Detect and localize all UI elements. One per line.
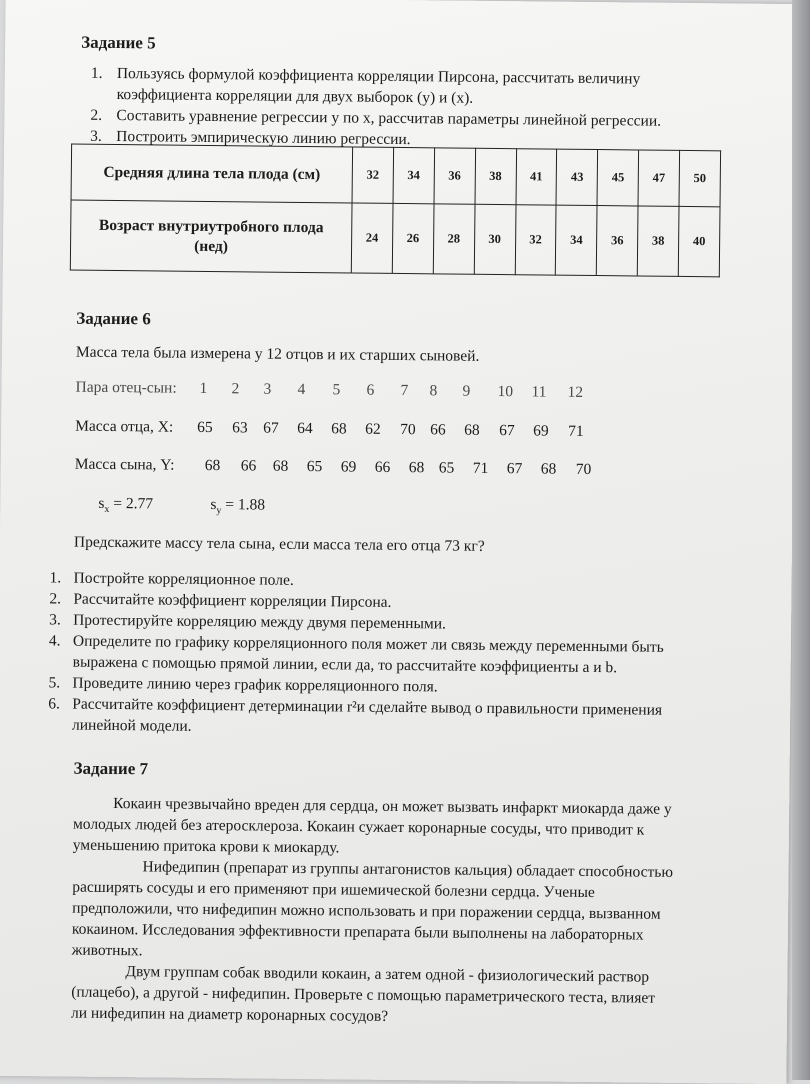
paragraph-line: кокаином. Исследования эффективности препарата были выполнены на лабораторных (71, 920, 644, 944)
item-text: Построить эмпирическую линию регрессии. (116, 128, 411, 149)
table-cell: 45 (597, 150, 638, 206)
son-value: 71 (472, 459, 489, 477)
son-value: 68 (408, 459, 425, 477)
son-label: Масса сына, Y: (74, 455, 175, 474)
son-value: 68 (540, 460, 557, 478)
row-label (70, 200, 352, 273)
sx-number: = 2.77 (113, 494, 154, 513)
item-number: 1. (90, 64, 103, 82)
son-value: 66 (374, 458, 391, 476)
item-number: 2. (90, 106, 103, 124)
paragraph-line: расширять сосуды и его применяют при ишемической болезни сердца. Ученые (72, 878, 595, 902)
father-value: 63 (232, 419, 248, 437)
father-value: 71 (568, 422, 584, 440)
table-cell: 34 (393, 147, 434, 203)
item-text: Проведите линию через график корреляционного поля. (72, 674, 438, 696)
son-value: 70 (575, 460, 592, 478)
table-cell: 41 (516, 149, 557, 205)
task7-title: Задание 7 (73, 758, 149, 779)
item-number: 6. (48, 695, 60, 713)
item-text: Определите по графику корреляционного поля может ли связь между переменными быть (72, 632, 664, 656)
table-cell: 36 (597, 206, 639, 276)
row-label: Средняя длина тела плода (см) (71, 144, 353, 203)
item-text: выражена с помощью прямой линии, если да, то рассчитайте коэффициенты a и b. (72, 653, 618, 677)
son-value: 68 (204, 456, 221, 475)
father-value: 67 (263, 419, 279, 437)
table-cell: 32 (515, 205, 557, 275)
pair-number: 11 (531, 383, 547, 401)
paragraph-line: (плацебо), а другой - нифедипин. Проверьте с помощью параметрического теста, влияет (71, 983, 656, 1007)
paragraph-line: Двум группам собак вводили кокаин, а затем одной - физиологический раствор (125, 963, 650, 986)
father-label: Масса отца, X: (75, 417, 174, 436)
table-cell: 34 (556, 205, 598, 275)
pair-number: 4 (297, 380, 306, 398)
paragraph-line: ли нифедипин на диаметр коронарных сосудов? (70, 1004, 389, 1025)
sx-value: $s_x = 2.77$ (98, 494, 154, 516)
table-cell: 43 (556, 149, 597, 205)
item-text: коэффициента корреляции для двух выборок (y) и (x). (116, 86, 474, 107)
row-label-line: Возраст внутриутробного плода (98, 216, 324, 236)
paragraph-line: молодых людей без атеросклероза. Кокаин сужает коронарные сосуды, что приводит к (72, 815, 645, 839)
pair-number: 2 (231, 380, 240, 398)
item-number: 5. (48, 674, 61, 692)
task5-title: Задание 5 (81, 32, 156, 53)
paragraph-line: Кокаин чрезвычайно вреден для сердца, он может вызвать инфаркт миокарда даже у (113, 795, 672, 818)
item-text: Пользуясь формулой коэффициента корреляции Пирсона, рассчитать величину (116, 65, 641, 88)
father-value: 62 (365, 420, 381, 438)
item-number: 2. (49, 590, 62, 608)
pair-number: 7 (400, 381, 409, 400)
son-value: 65 (438, 459, 455, 477)
son-value: 68 (272, 457, 289, 475)
pair-number: 5 (332, 381, 341, 399)
table-cell: 38 (475, 148, 516, 204)
paragraph-line: животных. (71, 941, 143, 960)
table-row (71, 144, 721, 207)
pair-number: 12 (567, 383, 584, 401)
sy-value: $s_y = 1.88$ (210, 496, 266, 517)
table-cell: 40 (678, 206, 720, 276)
father-value: 69 (533, 422, 549, 440)
task6-intro: Масса тела была измерена у 12 отцов и их старших сыновей. (75, 343, 480, 365)
table-row (70, 200, 720, 277)
father-value: 70 (400, 420, 416, 439)
pair-number: 8 (429, 382, 438, 400)
item-number: 1. (49, 569, 62, 587)
fetus-data-table (70, 144, 721, 278)
table-cell: 32 (352, 147, 393, 203)
son-value: 69 (340, 458, 357, 476)
table-cell: 24 (351, 203, 393, 273)
pair-number: 10 (497, 383, 514, 401)
son-value: 65 (306, 458, 323, 476)
item-text: Составить уравнение регрессии y по x, рассчитав параметры линейной регрессии. (116, 107, 662, 130)
pair-number: 3 (263, 380, 272, 398)
table-cell: 28 (433, 204, 475, 274)
table-cell: 30 (474, 204, 516, 274)
father-value: 64 (297, 419, 313, 438)
table-cell: 50 (679, 150, 721, 206)
task6-title: Задание 6 (76, 308, 151, 329)
paragraph-line: уменьшению притока крови к миокарду. (72, 836, 340, 857)
page-edge (792, 0, 810, 1080)
table-cell: 26 (392, 203, 434, 273)
pair-number: 9 (462, 382, 471, 400)
pair-number: 6 (366, 381, 375, 399)
item-text: Протестируйте корреляцию между двумя переменными. (73, 611, 447, 633)
father-value: 66 (430, 421, 446, 439)
father-value: 67 (499, 422, 515, 440)
paragraph-line: предположили, что нифедипин можно использовать и при поражении сердца, вызванном (72, 899, 661, 923)
item-number: 4. (48, 632, 61, 650)
pair-number: 1 (199, 379, 208, 397)
item-text: линейной модели. (71, 716, 192, 735)
sy-number: = 1.88 (225, 496, 266, 514)
son-value: 67 (506, 460, 523, 478)
father-value: 68 (464, 421, 480, 439)
task6-question: Предскажите массу тела сына, если масса тела его отца 73 кг? (73, 533, 485, 555)
son-value: 66 (240, 457, 257, 475)
paragraph-line: Нифедипин (препарат из группы антагонистов кальция) обладает способностью (142, 858, 674, 881)
pairs-label: Пара отец-сын: (75, 378, 177, 397)
father-value: 68 (331, 420, 347, 438)
item-text: Рассчитайте коэффициент детерминации r²и сделайте вывод о правильности применения (72, 695, 663, 719)
row-label-line: (нед) (194, 237, 229, 255)
item-text: Рассчитайте коэффициент корреляции Пирсона. (73, 590, 392, 611)
table-cell: 47 (638, 150, 679, 206)
table-cell: 38 (637, 206, 679, 276)
item-number: 3. (90, 127, 102, 145)
item-text: Постройте корреляционное поле. (73, 569, 294, 589)
table-cell: 36 (434, 148, 475, 204)
father-value: 65 (197, 418, 213, 437)
item-number: 3. (49, 611, 61, 629)
